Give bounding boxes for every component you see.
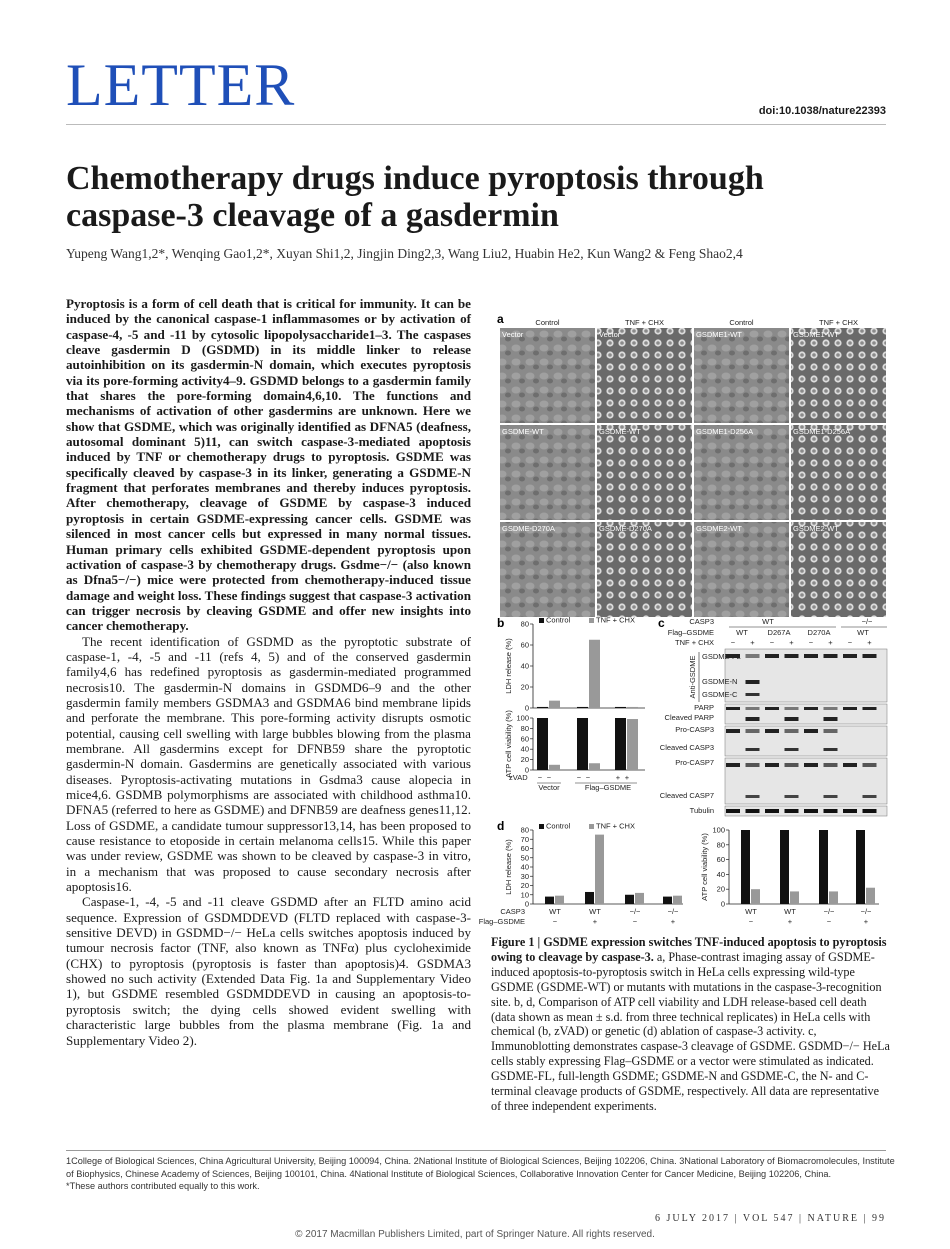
- treatment-mark: −: [769, 638, 775, 647]
- band-cleaved-casp3: [824, 748, 838, 751]
- zvad-mark: −: [576, 773, 582, 782]
- legend-swatch-control: [539, 618, 544, 623]
- blot-row-label: GSDME-FL: [702, 652, 741, 661]
- band-parp: [843, 707, 857, 710]
- casp3-row-label: CASP3: [689, 617, 714, 626]
- y-tick-label: 60: [716, 855, 725, 865]
- bar-control: [819, 830, 828, 904]
- panel-a-column-header: TNF + CHX: [625, 318, 664, 327]
- flag-mark: +: [787, 917, 793, 926]
- micrograph-label: GSDME-WT: [599, 427, 641, 436]
- footnote-rule: [66, 1150, 886, 1151]
- flag-value: D270A: [807, 628, 831, 637]
- band-parp: [863, 707, 877, 710]
- y-tick-label: 60: [520, 844, 529, 853]
- panel-d-label: d: [497, 819, 505, 833]
- y-tick-label: 0: [524, 899, 529, 909]
- y-tick-label: 80: [716, 840, 725, 850]
- y-tick-label: 40: [520, 661, 529, 671]
- y-axis-label: ATP cell viability (%): [504, 710, 513, 778]
- band-parp: [804, 707, 818, 710]
- band-tubulin: [765, 809, 779, 813]
- band-pro-casp7: [726, 763, 740, 767]
- group-label: Vector: [538, 783, 560, 792]
- treatment-mark: −: [730, 638, 736, 647]
- author-list: Yupeng Wang1,2*, Wenqing Gao1,2*, Xuyan Shi1,2, Jingjin Ding2,3, Wang Liu2, Huabin He2, Kun Wang2 & Feng Shao2,4: [66, 246, 743, 261]
- bar-tnf-chx: [549, 701, 560, 708]
- bar-control: [615, 718, 626, 770]
- page-info: 6 JULY 2017 | VOL 547 | NATURE | 99: [654, 1213, 886, 1224]
- flag-value: WT: [736, 628, 748, 637]
- band-tubulin: [746, 809, 760, 813]
- zvad-mark: −: [585, 773, 591, 782]
- header-rule: [66, 124, 886, 125]
- y-axis-label: LDH release (%): [504, 839, 513, 895]
- y-tick-label: 40: [520, 744, 529, 754]
- band-cleaved-parp: [824, 717, 838, 721]
- body-paragraph-1: The recent identification of GSDMD as the pyroptotic substrate of caspase-1, -4, -5 and -11 (refs 4, 5) and of the conserved gasdermin family4,6 has redefined pyroptosis as gasdermin-mediated programmed necrosis10. The gasdermin-N domains in GSDMD6–9 and the other gasdermin family members GSDMA3 and GSDMA6 bind membrane lipids and perforate the membrane. This pore-forming activity disrupts osmotic potential, causing cell swelling with large bubbles blowing from the plasma membrane. All gasdermins except for DFNB59 share the pyroptotic gasdermin-N domain. Gasdermins are genetically associated with various diseases. Pyroptosis-activating mutations in Gsdma3 cause alopecia in mice4,6. GSDMB polymorphisms are associated with childhood asthma10. DFNA5 (referred to here as GSDME) and DFNB59 are deafness genes11,12. Loss of GSDME, a candidate tumour suppressor13,14, has been proposed to cause resistance to etoposide in certain melanoma cells15. While this paper was under review, GSDME was shown to be cleaved by caspase-3 in vitro, in a mechanism that was proposed to cause secondary necrosis after apoptosis16.: [66, 633, 471, 895]
- casp3-value: −/−: [861, 617, 873, 626]
- y-tick-label: 80: [520, 619, 529, 629]
- band-pro-casp7: [824, 763, 838, 767]
- band-cleaved-casp3: [746, 748, 760, 751]
- casp3-value: WT: [549, 907, 561, 916]
- blot-row-label: Cleaved CASP7: [659, 791, 714, 800]
- micrograph-label: GSDME1-D256A: [793, 427, 851, 436]
- legend-label-control: Control: [546, 821, 571, 831]
- bar-control: [545, 897, 554, 904]
- group-label: Flag–GSDME: [584, 783, 632, 792]
- legend-swatch-treated: [589, 824, 594, 829]
- bar-tnf-chx: [866, 888, 875, 904]
- casp3-value: −/−: [629, 907, 641, 916]
- micrograph-image: [597, 425, 692, 520]
- flag-row-label: Flag–GSDME: [667, 628, 714, 637]
- micrograph-image: [597, 522, 692, 617]
- band-tubulin: [785, 809, 799, 813]
- micrograph-image: [500, 328, 595, 423]
- micrograph-label: Vector: [502, 330, 524, 339]
- micrograph-image: [791, 522, 886, 617]
- bar-tnf-chx: [589, 640, 600, 708]
- treatment-mark: +: [867, 638, 872, 647]
- micrograph-label: GSDME1-WT: [696, 330, 742, 339]
- band-pro-casp7: [863, 763, 877, 767]
- band-tubulin: [726, 809, 740, 813]
- micrograph-image: [694, 425, 789, 520]
- panel-c-label: c: [658, 616, 665, 630]
- y-tick-label: 20: [520, 881, 529, 890]
- y-tick-label: 20: [520, 682, 529, 692]
- casp3-row-label: CASP3: [500, 907, 525, 916]
- bar-tnf-chx: [751, 889, 760, 904]
- band-parp: [785, 707, 799, 710]
- doi[interactable]: doi:10.1038/nature22393: [758, 105, 886, 117]
- legend-swatch-treated: [589, 618, 594, 623]
- band-tubulin: [863, 809, 877, 813]
- bar-control: [780, 830, 789, 904]
- y-tick-label: 80: [520, 825, 529, 835]
- y-tick-label: 60: [520, 640, 529, 650]
- bar-tnf-chx: [673, 896, 682, 904]
- casp3-value: −/−: [823, 907, 835, 916]
- panel-a-column-header: Control: [729, 318, 754, 327]
- band-tubulin: [824, 809, 838, 813]
- bar-control: [615, 707, 626, 708]
- band-pro-casp3: [765, 729, 779, 733]
- band-pro-casp7: [785, 763, 799, 767]
- figure-caption: [491, 935, 891, 1114]
- band-parp: [824, 707, 838, 710]
- bar-control: [625, 895, 634, 904]
- blot-row-label: Pro-CASP7: [675, 758, 714, 767]
- micrograph-image: [694, 328, 789, 423]
- abstract: Pyroptosis is a form of cell death that is critical for immunity. It can be induced by the canonical caspase-1 inflammasomes or by activation of caspase-4, -5 and -11 by cytosolic lipopolysaccharide1–3. The caspases cleave gasdermin D (GSDMD) in its middle linker to release autoinhibition on its gasdermin-N domain, which executes pyroptosis via its pore-forming activity4–9. GSDMD belongs to a gasdermin family that shares the pore-forming domain4,6,10. The functions and mechanisms of activation of other gasdermins are unknown. Here we show that GSDME, which was originally identified as DFNA5 (deafness, autosomal dominant 5)11, can switch caspase-3-mediated apoptosis induced by TNF or chemotherapy drugs to pyroptosis. GSDME was specifically cleaved by caspase-3 in its linker, generating a GSDME-N fragment that perforates membranes and thereby induces pyroptosis. After chemotherapy, cleavage of GSDME by caspase-3 induced pyroptosis in certain GSDME-expressing cancer cells. GSDME was silenced in most cancer cells but expressed in many normal tissues. Human primary cells exhibited GSDME-dependent pyroptosis upon activation of caspase-3 by chemotherapy drugs. Gsdme−/− (also known as Dfna5−/−) mice were protected from chemotherapy-induced tissue damage and weight loss. These findings suggest that caspase-3 activation can trigger necrosis by cleaving GSDME and offer new insights into cancer chemotherapy.: [66, 296, 471, 634]
- flag-mark: −: [552, 917, 558, 926]
- band-cleaved-casp3: [785, 748, 799, 751]
- y-tick-label: 0: [720, 899, 725, 909]
- flag-mark: +: [863, 917, 869, 926]
- casp3-value: WT: [745, 907, 757, 916]
- blot-row-label: Pro-CASP3: [675, 725, 714, 734]
- band-tubulin: [843, 809, 857, 813]
- bar-control: [537, 707, 548, 708]
- band-cleaved-casp7: [785, 795, 799, 798]
- body-text: [66, 296, 471, 1048]
- band-pro-casp3: [746, 729, 760, 733]
- equal-contribution-note: *These authors contributed equally to this work.: [66, 1181, 260, 1191]
- y-tick-label: 50: [520, 853, 529, 863]
- bar-control: [741, 830, 750, 904]
- flag-mark: −: [632, 917, 638, 926]
- micrograph-image: [791, 425, 886, 520]
- treatment-mark: +: [789, 638, 794, 647]
- flag-mark: −: [826, 917, 832, 926]
- zvad-mark: +: [624, 773, 630, 782]
- casp3-value: WT: [589, 907, 601, 916]
- band-cleaved-casp7: [746, 795, 760, 798]
- y-tick-label: 40: [520, 862, 529, 872]
- y-tick-label: 70: [520, 834, 529, 844]
- bar-tnf-chx: [627, 719, 638, 770]
- bar-tnf-chx: [829, 891, 838, 904]
- bar-control: [585, 892, 594, 904]
- band-pro-casp7: [765, 763, 779, 767]
- caption-text: a, Phase-contrast imaging assay of GSDME-induced apoptosis-to-pyroptosis switch in HeLa cells expressing wild-type GSDME (GSDME-WT) or mutants with mutations in the caspase-3-recognition site. b, d, Comparison of ATP cell viability and LDH release-based cell death (data shown as mean ± s.d. from three technical replicates) in HeLa cells with chemical (b, zVAD) or genetic (d) ablation of caspase-3 activity. c, Immunoblotting demonstrates caspase-3 cleavage of GSDME. GSDMD−/− HeLa cells stably expressing Flag–GSDME or a vector were stimulated as indicated. GSDME-FL, full-length GSDME; GSDME-N and GSDME-C, the N- and C-terminal cleavage products of GSDME, respectively. All data are representative of three independent experiments.: [491, 949, 890, 1113]
- micrograph-image: [500, 522, 595, 617]
- flag-mark: +: [592, 917, 598, 926]
- bar-control: [537, 718, 548, 770]
- caption-lead: Figure 1 | GSDME expression switches TNF-induced apoptosis to pyroptosis owing to cleavage by caspase-3.: [491, 935, 887, 964]
- journal-section-title: LETTER: [66, 52, 296, 118]
- y-tick-label: 20: [716, 884, 725, 894]
- bar-tnf-chx: [790, 891, 799, 904]
- band-cleaved-parp: [785, 717, 799, 721]
- bar-control: [856, 830, 865, 904]
- micrograph-label: GSDME2-WT: [696, 524, 742, 533]
- footnotes: [66, 1155, 896, 1193]
- bar-control: [663, 897, 672, 904]
- y-tick-label: 100: [516, 713, 529, 723]
- y-tick-label: 100: [712, 825, 725, 835]
- band-gsdme-fl: [843, 654, 857, 658]
- band-parp: [765, 707, 779, 710]
- band-pro-casp3: [785, 729, 799, 733]
- y-axis-label: LDH release (%): [504, 638, 513, 694]
- treatment-row-label: TNF + CHX: [675, 638, 714, 647]
- bar-control: [577, 707, 588, 708]
- y-tick-label: 0: [524, 765, 529, 775]
- blot-row-label: Cleaved PARP: [664, 713, 714, 722]
- zvad-mark: −: [546, 773, 552, 782]
- body-paragraph-2: Caspase-1, -4, -5 and -11 cleave GSDMD after an FLTD amino acid sequence. Expression of GSDMDDEVD (FLTD replaced with caspase-3-sensitive DEVD) in GSDMD−/− HeLa cells switches apoptosis induced by tumour necrosis factor (TNF, also known as TNFα) plus cycloheximide (CHX) to pyroptosis (pyroptosis is faster than apoptosis)4. GSDMA3 showed no such activity (Extended Data Fig. 1a and Supplementary Video 1), but GSDME resembled GSDMDDEVD in causing an apoptosis-to-pyroptosis switch; the dying cells showed evident swelling with characteristic large bubbles from the plasma membrane (Fig. 1a and Supplementary Video 2).: [66, 894, 471, 1048]
- casp3-value: WT: [762, 617, 774, 626]
- flag-value: D267A: [767, 628, 791, 637]
- flag-value: WT: [857, 628, 869, 637]
- band-parp: [746, 707, 760, 710]
- affiliations: 1College of Biological Sciences, China Agricultural University, Beijing 100094, China. 2National Institute of Biological Sciences, Beijing 102206, China. 3National Laboratory of Biomacromolecules, Institute of Biophysics, Chinese Academy of Sciences, Beijing 100101, China. 4National Institute of Biological Sciences, Collaborative Innovation Center for Cancer Medicine, Beijing 102206, China.: [66, 1156, 895, 1179]
- band-gsdme-fl: [824, 654, 838, 658]
- legend-label-treated: TNF + CHX: [596, 821, 635, 831]
- band-gsdme-n: [746, 680, 760, 684]
- micrograph-image: [500, 425, 595, 520]
- article-title: Chemotherapy drugs induce pyroptosis through caspase-3 cleavage of a gasdermin: [66, 160, 764, 234]
- micrograph-label: GSDME-D270A: [502, 524, 555, 533]
- zvad-mark: −: [537, 773, 543, 782]
- bar-tnf-chx: [635, 893, 644, 904]
- bar-tnf-chx: [589, 763, 600, 770]
- legend-label-treated: TNF + CHX: [596, 615, 635, 625]
- micrograph-label: GSDME1-D256A: [696, 427, 754, 436]
- zvad-mark: +: [615, 773, 621, 782]
- band-gsdme-fl: [765, 654, 779, 658]
- micrograph-image: [791, 328, 886, 423]
- band-pro-casp3: [804, 729, 818, 733]
- y-tick-label: 0: [524, 703, 529, 713]
- bar-tnf-chx: [549, 765, 560, 770]
- micrograph-label: GSDME-D270A: [599, 524, 652, 533]
- treatment-mark: +: [828, 638, 833, 647]
- legend-swatch-control: [539, 824, 544, 829]
- y-tick-label: 80: [520, 723, 529, 733]
- flag-mark: +: [670, 917, 676, 926]
- flag-row-label: Flag–GSDME: [478, 917, 525, 926]
- legend-label-control: Control: [546, 615, 571, 625]
- panel-a-column-header: Control: [535, 318, 560, 327]
- band-parp: [726, 707, 740, 710]
- band-cleaved-casp7: [863, 795, 877, 798]
- band-gsdme-fl: [746, 654, 760, 658]
- casp3-value: −/−: [860, 907, 872, 916]
- micrograph-image: [597, 328, 692, 423]
- band-pro-casp7: [843, 763, 857, 767]
- micrograph-label: GSDME2-WT: [793, 524, 839, 533]
- bar-control: [577, 718, 588, 770]
- band-gsdme-c: [746, 693, 760, 696]
- zvad-label: zVAD: [509, 773, 528, 782]
- blot-row-label: GSDME-C: [702, 690, 738, 699]
- micrograph-image: [694, 522, 789, 617]
- band-pro-casp7: [746, 763, 760, 767]
- flag-mark: −: [748, 917, 754, 926]
- casp3-value: WT: [784, 907, 796, 916]
- y-tick-label: 10: [520, 890, 529, 900]
- treatment-mark: −: [847, 638, 853, 647]
- panel-b-label: b: [497, 616, 505, 630]
- band-cleaved-casp7: [824, 795, 838, 798]
- band-tubulin: [804, 809, 818, 813]
- band-gsdme-fl: [804, 654, 818, 658]
- micrograph-label: Vector: [599, 330, 621, 339]
- treatment-mark: +: [750, 638, 755, 647]
- band-cleaved-parp: [746, 717, 760, 721]
- casp3-value: −/−: [667, 907, 679, 916]
- y-tick-label: 20: [520, 755, 529, 765]
- panel-a-label: a: [497, 312, 504, 326]
- micrograph-label: GSDME-WT: [502, 427, 544, 436]
- bar-tnf-chx: [627, 707, 638, 708]
- figure-1: [478, 312, 889, 930]
- band-pro-casp7: [804, 763, 818, 767]
- y-tick-label: 30: [520, 871, 529, 881]
- bar-tnf-chx: [555, 896, 564, 904]
- y-tick-label: 60: [520, 734, 529, 744]
- bar-tnf-chx: [595, 835, 604, 904]
- band-pro-casp3: [726, 729, 740, 733]
- band-gsdme-fl: [863, 654, 877, 658]
- treatment-mark: −: [808, 638, 814, 647]
- anti-gsdme-label: Anti-GSDME: [688, 655, 697, 699]
- panel-a-column-header: TNF + CHX: [819, 318, 858, 327]
- y-axis-label: ATP cell viability (%): [700, 833, 709, 901]
- copyright: © 2017 Macmillan Publishers Limited, part of Springer Nature. All rights reserved.: [295, 1229, 655, 1240]
- y-tick-label: 40: [716, 869, 725, 879]
- band-pro-casp3: [824, 729, 838, 733]
- blot-row-label: Tubulin: [689, 806, 714, 815]
- blot-row-label: GSDME-N: [702, 677, 738, 686]
- micrograph-label: GSDME1-WT: [793, 330, 839, 339]
- blot-row-label: PARP: [694, 703, 714, 712]
- blot-row-label: Cleaved CASP3: [659, 743, 714, 752]
- band-gsdme-fl: [785, 654, 799, 658]
